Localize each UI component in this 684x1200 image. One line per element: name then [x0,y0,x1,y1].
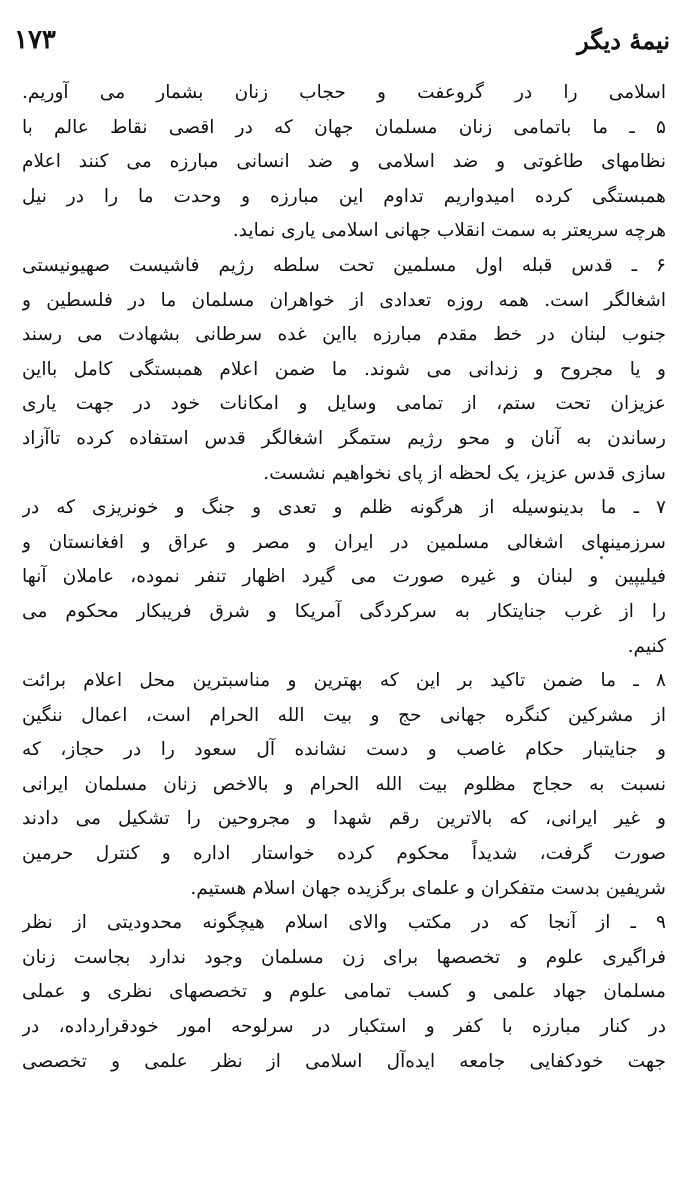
text-line: همبستگی کرده امیدواریم تداوم این مبارزه و وحدت ما را در نیل [22,185,666,207]
running-title: نیمهٔ دیگر [577,25,670,55]
text-line: در کنار مبارزه با کفر و استکبار در سرلوحه امور خودقرارداده، در [22,1016,666,1038]
text-line: فراگیری علوم و تخصصها برای زن مسلمان وجود ندارد بجاست زنان [22,946,666,968]
text-line: و جنایتبار حکام غاصب و دست نشانده آل سعود را در حجاز، که [22,739,666,761]
text-line: اشغالگر است. همه روزه تعدادی از خواهران مسلمان ما در فلسطین و [22,289,666,311]
text-line: جهت خودکفایی جامعه ایده‌آل اسلامی از نظر علمی و تخصصی [22,1050,666,1072]
text-line: کنیم. [627,635,666,657]
text-line: را از غرب جنایتکار به سرکردگی آمریکا و شرق فریبکار محکوم می [22,600,666,622]
text-line: ۹ ـ از آنجا که در مکتب والای اسلام هیچگونه محدودیتی از نظر [22,912,666,934]
text-line: رساندن به آنان و محو رژیم ستمگر اشغالگر قدس استفاده کرده تاآزاد [22,427,666,449]
text-line: عزیزان تحت ستم، از تمامی وسایل و امکانات خود در جهت یاری [22,393,666,415]
body-text [22,76,666,1079]
text-line: نسبت به حجاج مظلوم بیت الله الحرام و بالاخص زنان مسلمان ایرانی [22,773,666,795]
text-line: فیلیپین و لبنان و غیره صورت می گیرد اظهار تنفر نموده، عاملان آنها [22,566,666,588]
text-line: نظامهای طاغوتی و ضد اسلامی و ضد انسانی مبارزه می کنند اعلام [22,151,666,173]
page-header [14,20,670,60]
text-line: از مشرکین کنگره جهانی حج و بیت الله الحرام است، اعمال ننگین [22,704,666,726]
text-line: جنوب لبنان در خط مقدم مبارزه بااین غده سرطانی بشهادت می رسند [22,324,666,346]
text-line: صورت گرفت، شدیداً محکوم کرده خواستار اداره و کنترل حرمین [22,843,666,865]
text-line: مسلمان جهاد علمی و کسب تمامی علوم و تخصصهای نظری و عملی [22,981,666,1003]
text-line: ۷ ـ ما بدینوسیله از هرگونه ظلم و تعدی و جنگ و خونریزی که در [22,497,666,519]
text-line: و غیر ایرانی، که بالاترین رقم شهدا و مجروحین را تشکیل می دادند [22,808,666,830]
text-line: ۵ ـ ما باتمامی زنان مسلمان جهان که در اقصی نقاط عالم با [22,116,666,138]
text-line: اسلامی را در گروعفت و حجاب زنان بشمار می آوریم. [22,82,666,103]
text-line: و یا مجروح و زندانی می شوند. ما ضمن اعلام همبستگی کامل بااین [22,358,666,380]
text-line: ۸ ـ ما ضمن تاکید بر این که بهترین و مناسبترین محل اعلام برائت [22,670,666,692]
text-line: شریفین بدست متفکران و علمای برگزیده جهان اسلام هستیم. [190,877,666,899]
margin-dot [600,556,603,559]
text-line: سرزمینهای اشغالی مسلمین در ایران و مصر و عراق و افغانستان و [22,531,666,553]
text-line: هرچه سریعتر به سمت انقلاب جهانی اسلامی یاری نماید. [232,220,666,242]
text-line: سازی قدس عزیز، یک لحظه از پای نخواهیم نشست. [263,462,666,484]
page-number: ۱۷۳ [14,25,56,55]
text-line: ۶ ـ قدس قبله اول مسلمین تحت سلطه رژیم فاشیست صهیونیستی [22,254,666,276]
